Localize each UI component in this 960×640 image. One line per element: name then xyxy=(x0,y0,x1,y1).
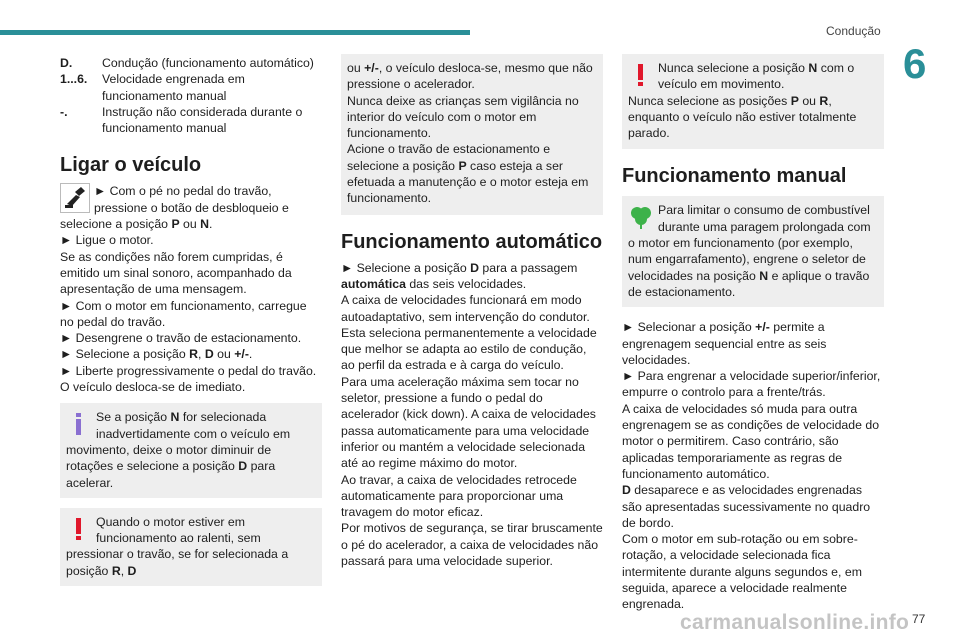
text-run: P xyxy=(171,217,180,232)
text-run: P xyxy=(790,93,799,108)
legend-list xyxy=(60,55,322,136)
legend-key: -. xyxy=(60,104,68,119)
paragraph: ► Ligue o motor. Se as condições não forem cumpridas, é emitido um sinal sonoro, acompanhado da apresentação de uma mensagem. ► Com o motor em funcionamento, carregue no pedal do travão. ► Desengrene o travão de estacionamento. xyxy=(60,233,307,346)
warning-icon xyxy=(66,516,92,542)
text-run: +/- xyxy=(755,320,770,335)
chapter-number: 6 xyxy=(903,40,927,87)
legend-item xyxy=(60,71,322,104)
text-run: R xyxy=(111,563,121,578)
paragraph xyxy=(622,319,884,368)
eco-leaf-icon xyxy=(628,204,654,230)
text-run: , xyxy=(197,347,205,362)
section-title: Condução xyxy=(826,24,881,38)
top-accent-bar xyxy=(0,30,470,35)
legend-key: 1...6. xyxy=(60,72,88,87)
text-run: R xyxy=(819,93,829,108)
text-run: desaparece e as velocidades engrenadas são apresentadas sucessivamente no quadro de bordo. Com o motor em sub-rotação ou em sobre-rotação, a velocidade selecionada fica intermitente durante alguns segundos e, em seguida, aparece a velocidade realmente engrenada. xyxy=(622,483,871,612)
paragraph xyxy=(341,260,603,293)
legend-desc: Velocidade engrenada em funcionamento manual xyxy=(102,72,245,103)
section-heading-automatico: Funcionamento automático xyxy=(341,230,603,253)
column-3 xyxy=(622,54,884,613)
text-run: N xyxy=(170,410,180,425)
legend-desc: Instrução não considerada durante o funcionamento manual xyxy=(102,104,303,136)
text-run: ou xyxy=(347,61,365,75)
text-run: ► Com o pé no pedal do travão, pressione o botão de desbloqueio e selecione a posição xyxy=(60,184,289,232)
text-run: e aplique o travão de estacionamento. xyxy=(628,268,870,299)
text-run: com o veículo em movimento. Nunca selecione as posições xyxy=(628,61,855,108)
eco-note-box xyxy=(622,196,884,307)
brake-pedal-icon xyxy=(60,183,90,213)
paragraph: ► Liberte progressivamente o pedal do travão. O veículo desloca-se de imediato. xyxy=(60,363,317,395)
warning-note-box xyxy=(60,508,322,586)
legend-item xyxy=(60,104,322,137)
text-run: . xyxy=(248,347,253,362)
text-run: +/- xyxy=(234,347,249,362)
text-run: R xyxy=(189,347,198,362)
text-run: D xyxy=(622,483,631,498)
legend-key: D. xyxy=(60,56,73,70)
text-run: +/- xyxy=(364,61,379,75)
text-run: N xyxy=(759,268,769,283)
text-run: , o veículo desloca-se, mesmo que não pressione o acelerador. Nunca deixe as crianças sem vigilância no interior do veículo com o motor em funcionamento. Acione o travão de estacionamento e selecione a posição xyxy=(347,61,593,173)
text-run: D xyxy=(127,563,137,578)
column-1 xyxy=(60,55,322,586)
paragraph xyxy=(622,482,884,612)
text-run: Quando o motor estiver em funcionamento ao ralenti, sem pressionar o travão, se for selecionada a posição xyxy=(66,514,289,578)
text-run: para a passagem xyxy=(478,260,578,275)
watermark: carmanualsonline.info xyxy=(680,611,910,634)
text-run: para acelerar. xyxy=(66,459,276,490)
text-run: D xyxy=(238,459,248,474)
section-heading-ligar: Ligar o veículo xyxy=(60,154,202,177)
column-2 xyxy=(341,54,603,569)
text-run: ► Selecione a posição xyxy=(341,260,471,275)
text-run: P xyxy=(458,158,467,173)
paragraph xyxy=(60,346,322,362)
text-run: N xyxy=(200,217,210,232)
legend-item xyxy=(60,55,322,71)
text-run: Nunca selecione a posição xyxy=(658,61,809,75)
info-note-box xyxy=(60,403,322,497)
text-run: Se a posição xyxy=(96,410,171,425)
text-run: Para limitar o consumo de combustível durante uma paragem prolongada com o motor em funcionamento (por exemplo, num engarrafamento), engrene o seletor de velocidades na posição xyxy=(628,203,871,283)
section-heading-manual: Funcionamento manual xyxy=(622,165,847,188)
text-run: ► Selecione a posição xyxy=(60,347,190,362)
warning-note-box xyxy=(622,54,884,149)
text-run: D xyxy=(470,260,479,275)
page-number: 77 xyxy=(912,612,926,626)
paragraph: A caixa de velocidades funcionará em modo autoadaptativo, sem intervenção do condutor. Esta seleciona permanentemente a velocidade que melhor se adapta ao estilo de condução, ao perfil da estrada e à carga do veículo. Para uma aceleração máxima sem tocar no seletor, pressione a fundo o pedal do acelerador (kick down). A caixa de velocidades passa automaticamente para uma velocidade inferior ou mantém a velocidade selecionada até ao regime máximo do motor. Ao travar, a caixa de velocidades retrocede automaticamente para proporcionar uma travagem do motor eficaz. Por motivos de segurança, se tirar bruscamente o pé do acelerador, a caixa de velocidades não passará para uma velocidade superior. xyxy=(341,293,603,569)
info-icon xyxy=(66,411,92,437)
text-run: ou xyxy=(798,93,820,108)
text-run: , enquanto o veículo não estiver totalmente parado. xyxy=(628,93,857,141)
text-run: . xyxy=(209,217,213,232)
text-run: permite a engrenagem sequencial entre as seis velocidades. xyxy=(622,320,827,367)
text-run: for selecionada inadvertidamente com o veículo em movimento, deixe o motor diminuir de rotações e selecione a posição xyxy=(66,410,291,474)
warning-note-box-continued xyxy=(341,54,603,215)
text-run: ou xyxy=(213,347,235,362)
text-run: , xyxy=(120,563,128,578)
text-run: caso esteja a ser efetuada a manutenção e o motor esteja em funcionamento. xyxy=(347,158,589,206)
paragraph xyxy=(60,183,322,232)
paragraph: ► Para engrenar a velocidade superior/inferior, empurre o controlo para a frente/trás. A caixa de velocidades só muda para outra engrenagem se as condições de velocidade do motor o permitirem. Caso contrário, são aplicadas temporariamente as regras de funcionamento automático. xyxy=(622,369,881,481)
text-run: ou xyxy=(179,217,201,232)
text-run: das seis velocidades. xyxy=(405,276,527,291)
text-run: ► Selecionar a posição xyxy=(622,320,756,335)
text-run: automática xyxy=(341,276,406,291)
warning-icon xyxy=(628,62,654,88)
text-run: D xyxy=(204,347,214,362)
legend-desc: Condução (funcionamento automático) xyxy=(102,56,314,70)
text-run: N xyxy=(808,61,818,75)
